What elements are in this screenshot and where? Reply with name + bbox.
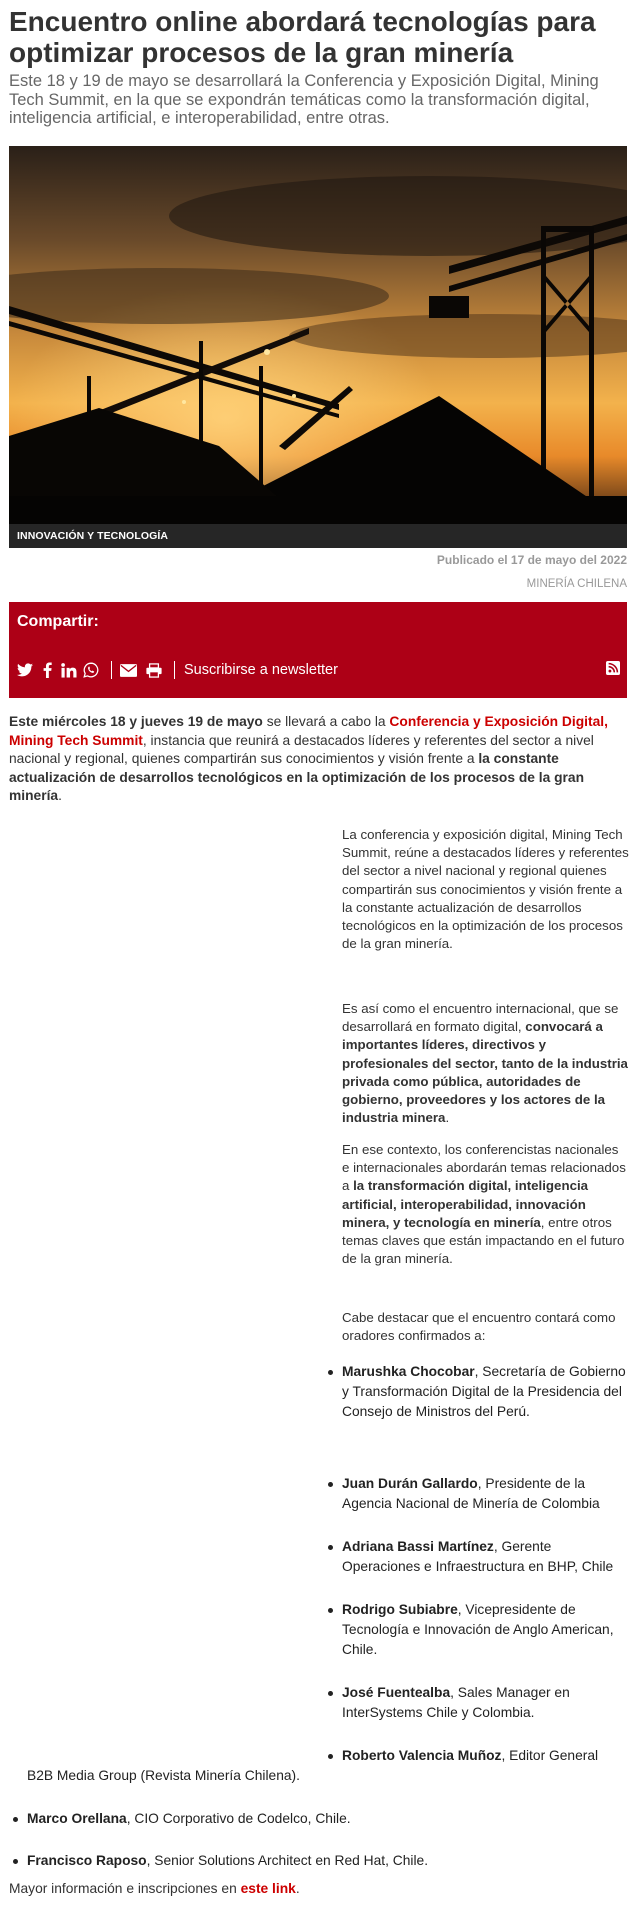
speaker-role: , CIO Corporativo de Codelco, Chile. (126, 1811, 351, 1826)
more-info-text: . (295, 1881, 300, 1896)
share-divider (174, 661, 175, 679)
speaker-role: , Sales Manager en InterSystems Chile y Colombia. (342, 1685, 570, 1720)
event-name-link[interactable]: Conferencia y Exposición Digital, Mining Tech Summit (9, 714, 608, 748)
speaker-role: , Editor General (501, 1748, 599, 1763)
speaker-role: , Senior Solutions Architect en Red Hat, Chile. (146, 1853, 429, 1868)
more-info-line (9, 1880, 300, 1898)
lead-paragraph (9, 713, 627, 806)
share-box (9, 602, 627, 698)
list-item (0, 1746, 636, 1788)
paragraph-strong: la transformación digital, inteligencia artificial, interoperabilidad, innovación minera, y tecnología en minería (342, 1178, 589, 1230)
rss-icon[interactable] (606, 661, 620, 680)
whatsapp-icon[interactable] (82, 661, 100, 679)
paragraph-strong: convocará a importantes líderes, directivos y profesionales del sector, tanto de la industria privada como pública, autoridades de gobierno, proveedores y los actores de la industria minera (342, 1019, 628, 1126)
linkedin-icon[interactable] (60, 661, 78, 679)
lead-text: . (58, 788, 62, 803)
speaker-name: Adriana Bassi Martínez (342, 1539, 494, 1554)
speaker-name: José Fuentealba (342, 1685, 451, 1700)
category-label[interactable]: INNOVACIÓN Y TECNOLOGÍA (17, 530, 169, 542)
newsletter-link[interactable]: Suscribirse a newsletter (184, 662, 338, 678)
speaker-name: Francisco Raposo (27, 1853, 147, 1868)
twitter-icon[interactable] (16, 661, 34, 679)
speaker-role: B2B Media Group (Revista Minería Chilena). (27, 1768, 300, 1783)
body-paragraph-2 (342, 1000, 629, 1127)
more-info-text: Mayor información e inscripciones en (9, 1881, 241, 1896)
print-icon[interactable] (145, 661, 163, 679)
paragraph-text: En ese contexto, los conferencistas nacionales e internacionales abordarán temas relacionados a (342, 1142, 626, 1194)
registration-link[interactable]: este link (240, 1881, 296, 1896)
lead-text: se llevará a cabo la (262, 714, 390, 729)
hero-image (9, 146, 627, 524)
list-item (342, 1537, 627, 1577)
source-label: MINERÍA CHILENA (526, 578, 627, 590)
speaker-name: Juan Durán Gallardo (342, 1476, 478, 1491)
speaker-role: , Secretaría de Gobierno y Transformación Digital de la Presidencia del Consejo de Ministros del Perú. (342, 1364, 626, 1419)
lead-focus-strong: la constante actualización de desarrollos tecnológicos en la optimización de los procesos de la gran minería (9, 751, 585, 803)
lead-text: , instancia que reunirá a destacados líderes y referentes del sector a nivel nacional y regional, quienes compartirán sus conocimientos y visión frente a (9, 732, 594, 766)
speaker-role: , Presidente de la Agencia Nacional de Minería de Colombia (342, 1476, 600, 1511)
article-subtitle: Este 18 y 19 de mayo se desarrollará la Conferencia y Exposición Digital, Mining Tech Summit, en la que se expondrán temáticas como la transformación digital, inteligencia artificial, e interoperabilidad, entre otras. (9, 72, 599, 127)
email-icon[interactable] (119, 661, 137, 679)
share-divider (111, 661, 112, 679)
paragraph-text: . (445, 1110, 450, 1126)
body-paragraph-4: Cabe destacar que el encuentro contará como oradores confirmados a: (342, 1310, 616, 1344)
speaker-name: Roberto Valencia Muñoz (342, 1748, 502, 1763)
list-item (342, 1600, 627, 1660)
paragraph-text: Es así como el encuentro internacional, que se desarrollará en formato digital, (342, 1001, 619, 1035)
category-bar (9, 524, 627, 548)
speaker-name: Rodrigo Subiabre (342, 1602, 458, 1617)
body-paragraph-1: La conferencia y exposición digital, Mining Tech Summit, reúne a destacados líderes y referentes del sector a nivel nacional y regional quienes compartirán sus conocimientos y visión frente a la constante actualización de desarrollos tecnológicos en la optimización de los procesos de la gran minería. (342, 827, 629, 952)
facebook-icon[interactable] (38, 661, 56, 679)
list-item (342, 1362, 627, 1422)
list-item (342, 1474, 627, 1514)
paragraph-text: , entre otros temas claves que están impactando en el futuro de la gran minería. (342, 1214, 625, 1267)
list-item (27, 1809, 627, 1829)
speaker-name: Marushka Chocobar (342, 1364, 475, 1379)
share-row (16, 659, 620, 681)
list-item (27, 1851, 627, 1871)
speaker-name: Marco Orellana (27, 1811, 127, 1826)
list-item (342, 1683, 627, 1723)
lead-date-strong: Este miércoles 18 y jueves 19 de mayo (9, 714, 263, 729)
speaker-role: , Vicepresidente de Tecnología e Innovación de Anglo American, Chile. (342, 1602, 614, 1657)
share-label: Compartir: (17, 613, 99, 630)
speaker-role: , Gerente Operaciones e Infraestructura en BHP, Chile (342, 1539, 614, 1574)
article-title: Encuentro online abordará tecnologías para optimizar procesos de la gran minería (9, 6, 596, 68)
body-paragraph-3 (342, 1141, 629, 1268)
publish-date: Publicado el 17 de mayo del 2022 (436, 553, 627, 567)
